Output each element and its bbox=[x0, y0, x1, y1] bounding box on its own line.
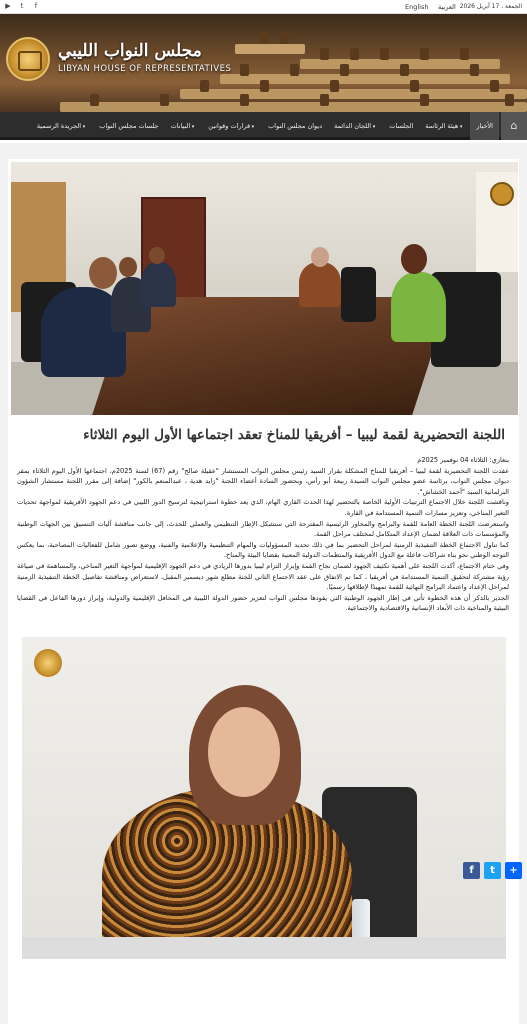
chevron-down-icon: ▾ bbox=[458, 124, 463, 130]
committee-chair-photo bbox=[22, 637, 506, 959]
parliament-hall-image bbox=[0, 14, 527, 112]
article-paragraph: وفي ختام الاجتماع، أكدت اللجنة على أهمية تكثيف الجهود لضمان نجاح القمة وإبراز التزام ليبيا بدورها الريادي في دعم الجهود الإقليمية لمواجهة التغير المناخي، والمساهمة في صياغة رؤية مشتركة لتحقيق التنمية المستدامة في أفريقيا ، كما تم الاتفاق على عقد الاجتماع الثاني للجنة مطلع شهر ديسمبر المقبل، لاستعراض ومناقشة تفاصيل الخطة التنفيذية الزمنية لمراحل الإعداد واعتماد البرامج النهائية للقمة تمهيدًا لإطلاقها رسميًا. bbox=[17, 561, 509, 592]
meeting-photo bbox=[11, 162, 518, 415]
article-card bbox=[8, 159, 519, 1024]
article-paragraph: عقدت اللجنة التحضيرية لقمة ليبيا – أفريقيا للمناخ المشكلة بقرار السيد رئيس مجلس النواب المستشار "عقيلة صالح" رقم (67) لسنة 2025م، اجتماعها الأول اليوم الثلاثاء بمقر ديوان مجلس النواب، برئاسة عضو مجلس النواب السيدة ربيعة أبو رأس، وبحضور السادة أعضاء اللجنة "زايد هدية ، عبدالمنعم بالكور" إضافة إلى مقرر اللجنة مستشار الشؤون البرلمانية السيد "أحمد الخشاش". bbox=[17, 466, 510, 496]
site-header-banner bbox=[0, 14, 527, 112]
chevron-down-icon: ▾ bbox=[250, 124, 255, 130]
article-title: اللجنة التحضيرية لقمة ليبيا – أفريقيا للمناخ تعقد اجتماعها الأول اليوم الثلاثاء bbox=[83, 427, 505, 443]
nav-item-label: جلسات مجلس النواب bbox=[99, 122, 159, 130]
youtube-icon[interactable]: ▶ bbox=[5, 2, 11, 10]
nav-item-label: ديوان مجلس النواب bbox=[268, 122, 323, 130]
brand-name-english[interactable]: LIBYAN HOUSE OF REPRESENTATIVES bbox=[58, 64, 232, 74]
nav-menu bbox=[31, 112, 499, 140]
facebook-icon[interactable]: f bbox=[34, 2, 38, 10]
nav-item[interactable] bbox=[202, 112, 262, 140]
nav-item-label: البيانات bbox=[170, 122, 191, 130]
page-content bbox=[0, 143, 527, 1024]
nav-item-label: اللجان الدائمة bbox=[334, 122, 372, 130]
nav-item[interactable] bbox=[328, 112, 383, 140]
nav-item-label: هيئة الرئاسة bbox=[425, 122, 459, 130]
nav-item-label: الجريدة الرسمية bbox=[36, 122, 82, 130]
parliament-seal-icon bbox=[490, 182, 514, 206]
twitter-share-icon[interactable]: t bbox=[484, 862, 501, 879]
article-paragraph: الجدير بالذكر أن هذه الخطوة تأتي في إطار الجهود الوطنية التي يقودها مجلس النواب لتعزيز حضور الدولة الليبية في المحافل الإقليمية والدولية، وإبراز دورها الفاعل في القضايا البيئية والمناخية ذات الأبعاد الإنسانية والاقتصادية والاجتماعية. bbox=[17, 593, 509, 613]
share-bar bbox=[463, 862, 522, 879]
chevron-down-icon: ▾ bbox=[81, 124, 86, 130]
social-links bbox=[4, 2, 40, 11]
home-icon[interactable]: ⌂ bbox=[501, 112, 527, 140]
current-date: الجمعة ، 17 أبريل 2026 bbox=[459, 3, 522, 10]
nav-item[interactable] bbox=[31, 112, 93, 140]
nav-item[interactable] bbox=[470, 112, 499, 140]
article-dateline: بنغازي: الثلاثاء 04 نوفمبر 2025م bbox=[417, 456, 509, 464]
language-english-link[interactable]: English bbox=[405, 3, 429, 11]
facebook-share-icon[interactable]: f bbox=[463, 862, 480, 879]
article-body bbox=[17, 455, 509, 614]
twitter-icon[interactable]: t bbox=[20, 2, 24, 10]
article-paragraph: كما تناول الاجتماع الخطة التنفيذية الزمنية لمراحل التحضير بما في ذلك تحديد المسؤوليات والمهام التنظيمية والإعلامية والفنية، ووضع تصور شامل للفعاليات المصاحبة، بما يعكس التوجه الوطني نحو بناء شراكات فاعلة مع الدول الأفريقية والمنظمات الدولية المعنية بقضايا البيئة والمناخ. bbox=[17, 540, 509, 560]
nav-item[interactable] bbox=[165, 112, 203, 140]
nav-item[interactable] bbox=[383, 112, 419, 140]
nav-item-label: قرارات وقوانين bbox=[208, 122, 251, 130]
share-plus-icon[interactable]: + bbox=[505, 862, 522, 879]
language-arabic-link[interactable]: العربية bbox=[438, 3, 456, 11]
nav-item-label: الأخبار bbox=[476, 122, 493, 130]
article-paragraph: وناقشت اللجنة خلال الاجتماع الترتيبات الأولية الخاصة بالتحضير لهذا الحدث القاري الهام، الذي يعد خطوة استراتيجية لترسيخ الدور الليبي في دعم الجهود الأفريقية لمواجهة تحديات التغير المناخي، وتعزيز مسارات التنمية المستدامة في القارة. bbox=[17, 498, 509, 517]
parliament-logo[interactable] bbox=[6, 37, 50, 81]
brand-name-arabic[interactable]: مجلس النواب الليبي bbox=[58, 41, 202, 61]
nav-item-label: الجلسات bbox=[389, 122, 414, 130]
top-utility-bar bbox=[0, 0, 527, 14]
chevron-down-icon: ▾ bbox=[190, 124, 195, 130]
main-navigation bbox=[0, 112, 527, 140]
parliament-seal-icon bbox=[34, 649, 62, 677]
article-paragraph: واستعرضت اللجنة الخطة العامة للقمة والبرامج والمحاور الرئيسية المقترحة التي ستشكل الإطار التنظيمي والعملي للحدث، إلى جانب مناقشة آليات التنسيق بين الجهات الوطنية والمؤسسات ذات العلاقة لضمان الإعداد المتكامل لمختلف مراحل القمة. bbox=[17, 519, 509, 539]
nav-item[interactable] bbox=[93, 112, 164, 140]
chevron-down-icon: ▾ bbox=[371, 124, 376, 130]
nav-item[interactable] bbox=[419, 112, 470, 140]
nav-item[interactable] bbox=[262, 112, 328, 140]
